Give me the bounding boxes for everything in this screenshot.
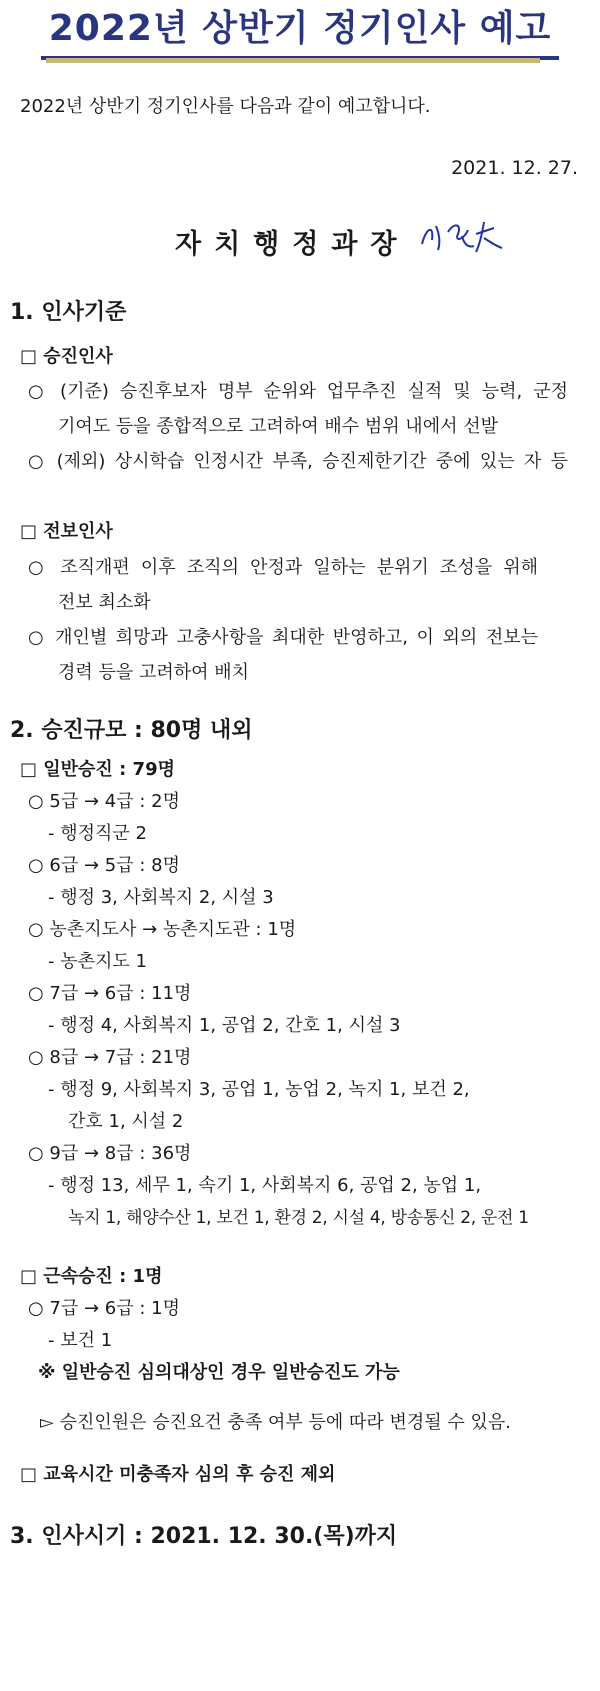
- general-item-5-detail-2: 간호 1, 시설 2: [68, 1111, 184, 1132]
- general-item-3-detail: - 농촌지도 1: [48, 951, 147, 972]
- change-notice: ▻ 승진인원은 승진요건 충족 여부 등에 따라 변경될 수 있음.: [40, 1412, 511, 1433]
- general-item-4: ○ 7급 → 6급 : 11명: [28, 983, 192, 1004]
- box-transfer: □ 전보인사: [20, 521, 113, 542]
- transfer-line-4: 경력 등을 고려하여 배치: [58, 662, 250, 683]
- general-item-2-detail: - 행정 3, 사회복지 2, 시설 3: [48, 887, 274, 908]
- section-heading-3: 3. 인사시기 : 2021. 12. 30.(목)까지: [10, 1524, 398, 1549]
- promotion-criteria-line-1: ○ (기준) 승진후보자 명부 순위와 업무추진 실적 및 능력, 군정: [28, 381, 568, 402]
- general-item-6-detail-2: 녹지 1, 해양수산 1, 보건 1, 환경 2, 시설 4, 방송통신 2, 운전 1: [68, 1208, 529, 1228]
- general-item-5: ○ 8급 → 7급 : 21명: [28, 1047, 192, 1068]
- promotion-exclusion: ○ (제외) 상시학습 인정시간 부족, 승진제한기간 중에 있는 자 등: [28, 451, 568, 472]
- general-item-3: ○ 농촌지도사 → 농촌지도관 : 1명: [28, 919, 297, 940]
- box-general-promotion: □ 일반승진 : 79명: [20, 759, 175, 780]
- longterm-item-1: ○ 7급 → 6급 : 1명: [28, 1298, 180, 1319]
- handwritten-signature: [418, 214, 508, 256]
- general-item-4-detail: - 행정 4, 사회복지 1, 공업 2, 간호 1, 시설 3: [48, 1015, 401, 1036]
- general-item-1: ○ 5급 → 4급 : 2명: [28, 791, 180, 812]
- title-underline-shadow: [46, 58, 540, 63]
- document-title: 2022년 상반기 정기인사 예고: [41, 6, 560, 60]
- notice-date: 2021. 12. 27.: [451, 157, 578, 179]
- longterm-item-1-detail: - 보건 1: [48, 1330, 113, 1351]
- general-item-6: ○ 9급 → 8급 : 36명: [28, 1143, 192, 1164]
- box-education-exclusion: □ 교육시간 미충족자 심의 후 승진 제외: [20, 1464, 336, 1485]
- transfer-line-1: ○ 조직개편 이후 조직의 안정과 일하는 분위기 조성을 위해: [28, 557, 538, 578]
- general-item-1-detail: - 행정직군 2: [48, 823, 147, 844]
- box-longterm-promotion: □ 근속승진 : 1명: [20, 1266, 163, 1287]
- promotion-criteria-line-2: 기여도 등을 종합적으로 고려하여 배수 범위 내에서 선발: [58, 416, 498, 437]
- general-promotion-note: ※ 일반승진 심의대상인 경우 일반승진도 가능: [38, 1362, 400, 1383]
- section-heading-1: 1. 인사기준: [10, 300, 127, 325]
- transfer-line-3: ○ 개인별 희망과 고충사항을 최대한 반영하고, 이 외의 전보는: [28, 627, 538, 648]
- office-name: 자치행정과장: [175, 229, 410, 260]
- section-heading-2: 2. 승진규모 : 80명 내외: [10, 718, 253, 743]
- intro-text: 2022년 상반기 정기인사를 다음과 같이 예고합니다.: [20, 96, 431, 117]
- document-title-wrap: [0, 6, 600, 60]
- general-item-6-detail-1: - 행정 13, 세무 1, 속기 1, 사회복지 6, 공업 2, 농업 1,: [48, 1175, 482, 1196]
- transfer-line-2: 전보 최소화: [58, 592, 151, 613]
- general-item-5-detail-1: - 행정 9, 사회복지 3, 공업 1, 농업 2, 녹지 1, 보건 2,: [48, 1079, 470, 1100]
- general-item-2: ○ 6급 → 5급 : 8명: [28, 855, 180, 876]
- box-promotion: □ 승진인사: [20, 346, 113, 367]
